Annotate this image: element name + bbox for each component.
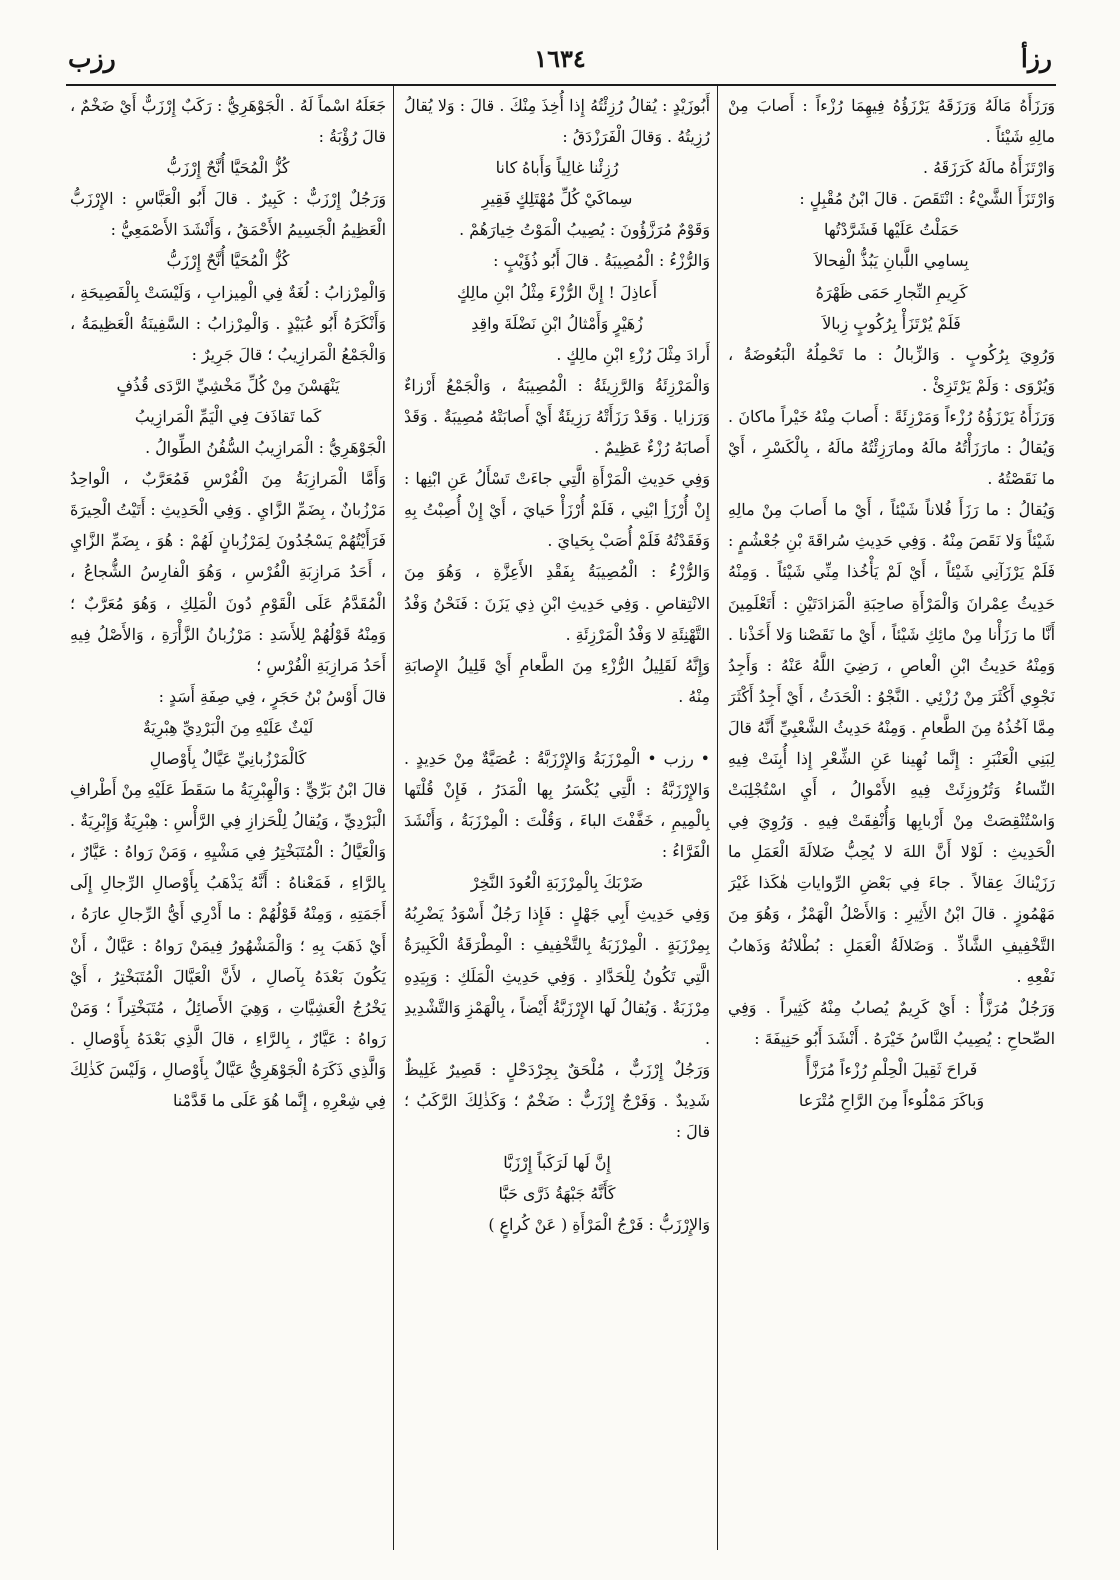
header-right-word: رزأ [1020,44,1052,73]
verse-line: بِسامِي اللَّبانِ يَبُذُّ الْفِحالاَ [814,251,969,271]
entry-paragraph: وَالْمَرْزِئَةُ وَالرَّزِيئَةُ : الْمُصِيبَةُ ، وَالْجَمْعُ أَرْزاءٌ وَرَزايا . وَقَدْ رَزَأَتْهُ رَزِيئَةٌ أَيْ أَصابَتْهُ مُصِيبَةٌ . وَقَدْ أَصابَهُ رُزْءٌ عَظِيمٌ . [404,375,710,458]
verse-line: كَالْمَرْزُبانِيِّ عَيَّالٌ بِأَوْصالِ [149,748,307,768]
verse-line: أَعاذِلَ ! إِنَّ الرُّزْءَ مِثْلُ ابْنِ مالِكٍ [457,282,657,302]
entry-paragraph: وَفِي حَدِيثِ الْمَرْأَةِ الَّتِي جاءَتْ تَسْأَلُ عَنِ ابْنِها : إِنْ أُرْزَأِ ابْنِي ، فَلَمْ أُرْزَأْ حَيايَ ، أَيْ إِنْ أُصِبْتُ بِهِ وَفَقَدْتُهُ فَلَمْ أُصَبْ بِحَيايَ . [404,469,710,551]
entry-paragraph: وَرَجُلٌ إِرْزَبٌّ ، مُلْحَقٌ بِجِرْدَحْلٍ : قَصِيرٌ غَلِيظٌ شَدِيدٌ . وَفَرْجٌ إِرْزَبٌّ : ضَخْمٌ ؛ وَكَذٰلِكَ الرَّكَبُ ؛ قالَ : [404,1059,710,1141]
verse-line: فَلَمْ يُرْتَزَأْ بِرُكُوبٍ زِبالاَ [822,313,961,333]
entry-paragraph: وَالإِرْزَبُّ : فَرْجُ الْمَرْأَةِ ( عَنْ كُراعٍ ) [488,1215,710,1235]
verse-line: فَراحَ ثَقِيلَ الْحِلْمِ رُزْءاً مُرَزَّأً [805,1059,978,1079]
verse-line: ضَرْبَكَ بِالْمِرْزَبَةِ الْعُودَ النَّخِرْ [470,873,644,893]
column-right [728,90,1055,1554]
entry-paragraph: وَإِنَّهُ لَقَلِيلُ الرُّزْءِ مِنَ الطَّعامِ أَيْ قَلِيلُ الإِصابَةِ مِنْهُ . [404,655,710,706]
entry-paragraph: وَرَزَأَهُ مَالَهُ وَرَزَقَهُ يَرْزَؤُهُ فِيهِمَا رُزْءاً : أَصابَ مِنْ مالِهِ شَيْئاً . [728,96,1055,147]
verse-line: حَمَلْتُ عَلَيْها فَشَرَّدْتُها [823,220,960,240]
entry-paragraph: وَرَجُلٌ إِرْزَبٌّ : كَبِيرٌ . قالَ أَبُو الْعَبَّاسِ : الإِرْزَبُّ الْعَظِيمُ الْجَسِيمُ الأَحْمَقُ ، وَأَنْشَدَ الأَصْمَعِيُّ : [70,189,386,240]
column-divider-right [717,86,718,1550]
entry-paragraph: وَرَزَأَهُ يَرْزَؤُهُ رُزْءاً وَمَرْزِئَةً : أَصابَ مِنْهُ خَيْراً ماكانَ . وَيُقالُ : مارَزَأْتُهُ مالَهُ ومارَزِئْتُهُ مالَهُ ، بِالْكَسْرِ ، أَيْ ما نَقَصْتُهُ . [728,406,1055,489]
entry-paragraph: وَرُوِيَ بِرُكُوبٍ . وَالزِّبالُ : ما تَحْمِلُهُ الْبَعُوضَةُ ، وَيُرْوَى : وَلَمْ يَرْتَزِئْ . [728,344,1055,395]
entry-paragraph: وَالرُّزْءُ : الْمُصِيبَةُ . قالَ أَبُو ذُؤَيْبٍ : [493,251,710,271]
entry-paragraph: قالَ أَوْسُ بْنُ حَجَرٍ ، فِي صِفَةِ أَسَدٍ : [158,686,386,706]
verse-line: سِماكَيْ كُلِّ مُهْتَلِكٍ فَقِيرِ [481,189,633,209]
verse-line: كَرِيمِ النِّجارِ حَمَى ظَهْرَهُ [815,282,968,302]
entry-paragraph: أَرادَ مِثْلَ رُزْءِ ابْنِ مالِكٍ . [556,344,710,364]
verse-line: كَأَنَّهُ جَبْهَةُ ذَرَّى حَبَّا [498,1184,616,1204]
verse-line: رُزِئْنا غالِياً وَأَباهُ كانا [495,158,619,178]
entry-paragraph: قالَ ابْنُ بَرِّيٍّ : وَالْهِبْرِيَةُ ما سَقَطَ عَلَيْهِ مِنْ أَطْرافِ الْبَرْدِيِّ ، وَيُقالُ لِلْحَزازِ فِي الرَّأْسِ : هِبْرِيَةٌ وَإِبْرِيَةٌ . وَالْعَيَّالُ : الْمُتَبَخْتِرُ فِي مَشْيِهِ ، وَمَنْ رَواهُ : عَيَّارٌ ، بِالرَّاءِ ، فَمَعْناهُ : أَنَّهُ يَذْهَبُ بِأَوْصالِ الرِّجالِ إِلَى أَجَمَتِهِ ، وَمِنْهُ قَوْلُهُمْ : ما أَدْرِي أَيُّ الرِّجالِ عارَهُ ، أَيْ ذَهَبَ بِهِ ؛ وَالْمَشْهُورُ فِيمَنْ رَواهُ : عَيَّالٌ ، أَنْ يَكُونَ بَعْدَهُ بِآصالِ ، لأَنَّ الْعَيَّالَ الْمُتَبَخْتِرُ ، أَيْ يَخْرُجُ الْعَشِيَّاتِ ، وَهِيَ الأَصائِلُ ، مُتَبَخْتِراً ؛ وَمَنْ رَواهُ : عَيَّارٌ ، بِالرَّاءِ ، قالَ الَّذِي بَعْدَهُ بِأَوْصالِ . وَالَّذِي ذَكَرَهُ الْجَوْهَرِيُّ عَيَّالٌ بِأَوْصالِ ، وَلَيْسَ كَذٰلِكَ فِي شِعْرِهِ ، إِنَّما هُوَ عَلَى ما قَدَّمْنا [70,780,386,1110]
header-rule [66,84,1056,86]
verse-line: كُزُّ الْمُحَيَّا أُنَّحٌ إِرْزَبُّ [166,158,290,178]
verse-line: كَما تَقاذَفَ فِي الْيَمِّ الْمَرازِيبُ [134,406,322,426]
verse-line: لَيْثٌ عَلَيْهِ مِنَ الْبَرْدِيِّ هِبْرِيَةٌ [142,717,314,737]
column-divider-left [393,86,394,1550]
entry-paragraph: وَقَوْمٌ مُرَزَّؤُونَ : يُصِيبُ الْمَوْتُ خِيارَهُمْ . [459,220,710,240]
entry-paragraph: وَفِي حَدِيثِ أَبِي جَهْلٍ : فَإِذا رَجُلٌ أَسْوَدُ يَضْرِبُهُ بِمِرْزَبَةٍ . الْمِرْزَبَةُ بِالتَّخْفِيفِ : الْمِطْرَقَةُ الْكَبِيرَةُ الَّتِي تَكُونُ لِلْحَدَّادِ . وَفِي حَدِيثِ الْمَلَكِ : وَبِيَدِهِ مِرْزَبَةٌ . وَيُقالُ لَها الإِرْزَبَّةُ أَيْضاً ، بِالْهَمْزِ وَالتَّشْدِيدِ . [404,904,710,1048]
verse-line: إِنَّ لَها لَرَكَباً إِرْزَبَّا [503,1153,611,1173]
header-left-word: رزب [68,44,116,73]
entry-paragraph: وَرَجُلٌ مُرَزَّأٌ : أَيْ كَرِيمٌ يُصابُ مِنْهُ كَثِيراً . وَفِي الصِّحاحِ : يُصِيبُ النَّاسُ خَيْرَهُ . أَنْشَدَ أَبُو حَنِيفَةَ : [728,997,1055,1048]
verse-line: كُزُّ الْمُحَيَّا أُنَّحٌ إِرْزَبُّ [166,251,290,271]
verse-line: زُهَيْرٍ وَأَمْثالُ ابْنِ نَضْلَةَ واقِدِ [471,313,643,333]
entry-paragraph: وَأَمَّا الْمَرازِبَةُ مِنَ الْفُرْسِ فَمُعَرَّبٌ ، الْواحِدُ مَرْزُبانٌ ، بِضَمِّ الزَّايِ . وَفِي الْحَدِيثِ : أَتَيْتُ الْحِيرَةَ فَرَأَيْتُهُمْ يَسْجُدُونَ لِمَرْزُبانٍ لَهُمْ : هُوَ ، بِضَمِّ الزَّايِ ، أَحَدُ مَرازِبَةِ الْفُرْسِ ، وَهُوَ الْفارِسُ الشُّجاعُ ، الْمُقَدَّمُ عَلَى الْقَوْمِ دُونَ الْمَلِكِ ، وَهُوَ مُعَرَّبٌ ؛ وَمِنْهُ قَوْلُهُمْ لِلأَسَدِ : مَرْزُبانُ الزَّأْرَةِ ، وَالأَصْلُ فِيهِ أَحَدُ مَرازِبَةِ الْفُرْسِ ؛ [70,469,386,675]
page-number: ١٦٣٤ [534,44,586,73]
entry-paragraph: وَارْتَزَأَ الشَّيْءُ : انْتَقَصَ . قالَ ابْنُ مُقْبِلٍ : [799,189,1055,209]
entry-paragraph: • رزب • الْمِرْزَبَةُ وَالإِرْزَبَّةُ : عُصَيَّةٌ مِنْ حَدِيدٍ . وَالإِرْزَبَّةُ : الَّتِي يُكْسَرُ بِها الْمَدَرُ ، فَإِنْ قُلْتَها بِالْمِيمِ ، خَفَّفْتَ الباءَ ، وَقُلْتَ : الْمِرْزَبَةُ ، وَأَنْشَدَ الْفَرَّاءُ : [404,748,710,862]
entry-paragraph [404,712,710,743]
column-middle [404,90,710,1554]
verse-line: وَباكَرَ مَمْلُوءاً مِنَ الرَّاحِ مُتْرَعا [798,1091,985,1110]
entry-paragraph: وَيُقالُ : ما رَزَأَ فُلاناً شَيْئاً ، أَيْ ما أَصابَ مِنْ مالِهِ شَيْئاً وَلا نَقَصَ مِنْهُ . وَفِي حَدِيثِ سُراقَةَ بْنِ جُعْشُمٍ : فَلَمْ يَرْزَآنِي شَيْئاً ، أَيْ لَمْ يَأْخُذا مِنِّي شَيْئاً . وَمِنْهُ حَدِيثُ عِمْرانَ وَالْمَرْأَةِ صاحِبَةِ الْمَزادَتَيْنِ : أَتَعْلَمِينَ أَنَّا ما رَزَأْنا مِنْ مائِكِ شَيْئاً ، أَيْ ما نَقَصْنا وَلا أَخَذْنا . وَمِنْهُ حَدِيثُ ابْنِ الْعاصِ ، رَضِيَ اللَّهُ عَنْهُ : وَأَجِدُ نَجْوِي أَكْثَرَ مِنْ رُزْئِي . النَّجْوُ : الْحَدَثُ ، أَيْ أَجِدُ أَكْثَرَ مِمَّا آخُذُهُ مِنَ الطَّعامِ . وَمِنْهُ حَدِيثُ الشَّعْبِيِّ أَنَّهُ قالَ لِبَنِي الْعَنْبَرِ : إِنَّما نُهِينا عَنِ الشِّعْرِ إِذا أُبِنَتْ فِيهِ النِّساءُ وَتُرُوزِئَتْ فِيهِ الأَمْوالُ ، أَيِ اسْتُجْلِبَتْ وَاسْتُنْقِصَتْ مِنْ أَرْبابِها وَأُنْفِقَتْ فِيهِ . وَرُوِيَ فِي الْحَدِيثِ : لَوْلا أَنَّ اللهَ لا يُحِبُّ ضَلالَةَ الْعَمَلِ ما رَزَيْناكَ عِقالاً . جاءَ فِي بَعْضِ الرِّواياتِ هٰكَذا غَيْرَ مَهْمُوزٍ . قالَ ابْنُ الأَثِيرِ : وَالأَصْلُ الْهَمْزُ ، وَهُوَ مِنَ التَّخْفِيفِ الشَّاذِّ . وَضَلالَةُ الْعَمَلِ : بُطْلانُهُ وَذَهابُ نَفْعِهِ . [728,500,1055,986]
entry-paragraph: الْجَوْهَرِيُّ : الْمَرازِيبُ السُّفُنُ الطِّوالُ . [145,438,386,458]
verse-line: يَنْهَسْنَ مِنْ كُلِّ مَخْشِيِّ الرَّدَى قُذُفٍ [116,375,340,395]
entry-paragraph: وَالرُّزْءُ : الْمُصِيبَةُ بِفَقْدِ الأَعِزَّةِ ، وَهُوَ مِنَ الانْتِقاصِ . وَفِي حَدِيثِ ابْنِ ذِي يَزَنَ : فَنَحْنُ وَفْدُ التَّهْنِئَةِ لا وَفْدُ الْمَرْزِئَةِ . [404,562,710,644]
entry-paragraph: أَبُوزَيْدٍ : يُقالُ رُزِئْتُهُ إِذا أُخِذَ مِنْكَ . قالَ : وَلا يُقالُ رُزِيتُهُ . وَقالَ الْفَرَزْدَقُ : [404,96,710,147]
entry-paragraph: جَعَلَهُ اسْماً لَهُ . الْجَوْهَرِيُّ : رَكَبٌ إِرْزَبٌّ أَيْ ضَخْمٌ ، قالَ رُؤْبَةُ : [70,96,386,147]
entry-paragraph: وَالْمِرْزابُ : لُغَةٌ فِي الْمِيزابِ ، وَلَيْسَتْ بِالْفَصِيحَةِ ، وَأَنْكَرَهُ أَبُو عُبَيْدٍ . وَالْمِرْزابُ : السَّفِينَةُ الْعَظِيمَةُ ، وَالْجَمْعُ الْمَرازِيبُ ؛ قالَ جَرِيرٌ : [70,282,386,364]
column-left [70,90,386,1554]
entry-paragraph: وَارْتَزَأَهُ مالَهُ كَرَزَقَهُ . [923,158,1055,178]
